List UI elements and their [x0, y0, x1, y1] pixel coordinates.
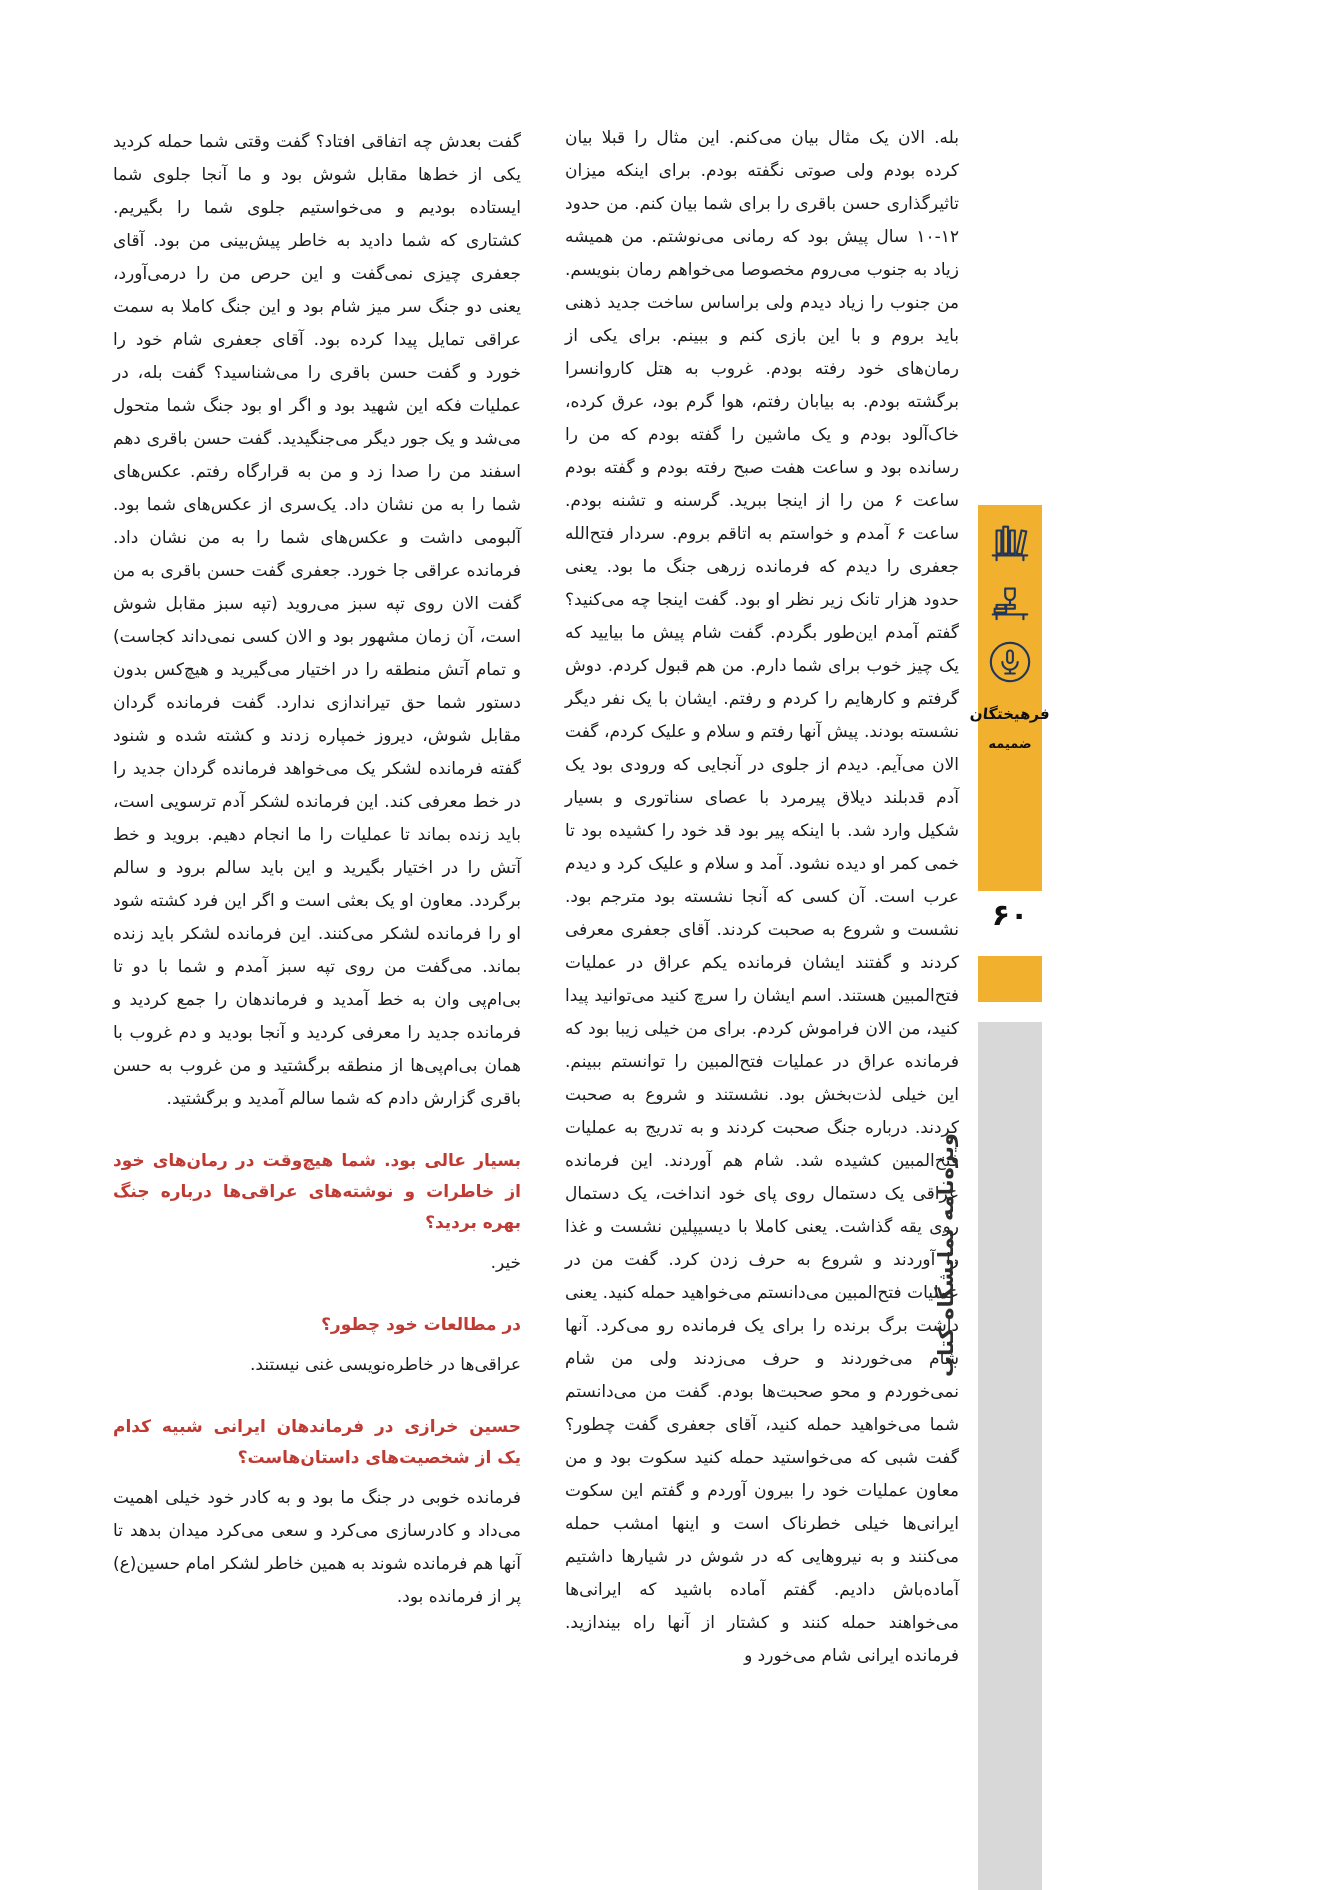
brand-logo: فرهیختگان [969, 705, 1051, 723]
body-paragraph: گفت بعدش چه اتفاقی افتاد؟ گفت وقتی شما حمله کردید یکی از خط‌ها مقابل شوش بود و ما آنجا جلوی شما ایستاده بودیم و می‌خواستیم جلوی شما را بگیریم. کشتاری که شما دادید به خاطر پیش‌بینی من بود. آقای جعفری چیزی نمی‌گفت و این حرص من را درمی‌آورد، یعنی دو جنگ سر میز شام بود و این جنگ کاملا به سمت عراقی تمایل پیدا کرده بود. آقای جعفری شام خود را خورد و گفت حسن باقری را می‌شناسید؟ گفت بله، در عملیات فکه این شهید بود و اگر او بود جنگ شما متحول می‌شد و یک جور دیگر می‌جنگیدید. گفت حسن باقری دهم اسفند من را صدا زد و من به قرارگاه رفتم. عکس‌های شما را به من نشان داد. یک‌سری از عکس‌های شما بود. آلبومی داشت و عکس‌های شما را به من نشان داد. فرمانده عراقی جا خورد. جعفری گفت حسن باقری به من گفت الان روی تپه سبز می‌روید (تپه سبز مقابل شوش است، آن زمان مشهور بود و الان کسی نمی‌داند کجاست) و تمام آتش منطقه را در اختیار می‌گیرید و هیچ‌کس بدون دستور شما حق تیراندازی ندارد. گفت فرمانده گردان مقابل شوش، دیروز خمپاره زدند و کشته شده و شنود گفته فرمانده لشکر یک می‌خواهد فرمانده گردان جدید را در خط معرفی کند. این فرمانده لشکر آدم ترسویی است، باید زنده بماند تا عملیات را ما انجام دهیم. بروید و خط آتش را در اختیار بگیرید و این باید سالم برود و سالم برگردد. معاون او یک بعثی است و اگر این فرد کشته شود او را فرمانده لشکر می‌کنند. این فرمانده لشکر باید زنده بماند. می‌گفت من روی تپه سبز آمدم و شما با دو تا بی‌ام‌پی وان به خط آمدید و فرماندهان را جمع کردید و فرمانده جدید را معرفی کردید و آنجا بودید و دم غروب با همان بی‌ام‌پی‌ها از منطقه برگشتید و من غروب به حسن باقری گزارش دادم که شما سالم آمدید و برگشتید. [113, 132, 521, 1109]
brand-sidebar [969, 505, 1051, 891]
award-shelf-icon [987, 579, 1033, 625]
interview-answer: فرمانده خوبی در جنگ ما بود و به کادر خود خیلی اهمیت می‌داد و کادرسازی می‌کرد و سعی می‌کرد میدان بدهد تا آنها هم فرمانده شوند به همین خاطر لشکر امام حسین(ع) پر از فرمانده بود. [113, 1488, 521, 1607]
article-column-left [113, 126, 521, 1620]
interview-answer: عراقی‌ها در خاطره‌نویسی غنی نیستند. [250, 1355, 521, 1375]
brand-sublabel: ضمیمه [988, 737, 1032, 752]
interview-question: حسین خرازی در فرماندهان ایرانی شبیه کدام یک از شخصیت‌های داستان‌هاست؟ [113, 1417, 521, 1468]
accent-tab [978, 956, 1042, 1002]
interview-answer: خیر. [490, 1253, 521, 1273]
page-number: ۶۰ [991, 898, 1029, 933]
interview-question: بسیار عالی بود. شما هیچ‌وقت در رمان‌های خود از خاطرات و نوشته‌های عراقی‌ها درباره جنگ بهره بردید؟ [113, 1151, 521, 1233]
spine-text-wrap [934, 1032, 1042, 1377]
interview-question: در مطالعات خود چطور؟ [321, 1315, 521, 1335]
edition-title-vertical: ویژه‌نامه نمایشگاه کتاب [934, 1133, 958, 1377]
bookshelf-icon [987, 519, 1033, 565]
article-column-right [565, 122, 959, 1673]
microphone-icon [987, 639, 1033, 685]
body-paragraph: بله. الان یک مثال بیان می‌کنم. این مثال را قبلا بیان کرده بودم ولی صوتی نگفته بودم. برای اینکه میزان تاثیرگذاری حسن باقری را برای شما بیان کنم. من حدود ۱۲-۱۰ سال پیش بود که رمانی می‌نوشتم. من همیشه زیاد به جنوب می‌روم مخصوصا می‌خواهم رمان بنویسم. من جنوب را زیاد دیدم ولی براساس ساخت جدید ذهنی باید بروم و با این بازی کنم و ببینم. برای یکی از رمان‌های خود رفته بودم. غروب به هتل کاروانسرا برگشته بودم. به بیابان رفتم، هوا گرم بود، عرق کرده، خاک‌آلود بودم و یک ماشین را گفته بودم که من را رسانده بود و ساعت هفت صبح رفته بودم و گفته بودم ساعت ۶ من را از اینجا ببرید. گرسنه و تشنه بودم. ساعت ۶ آمدم و خواستم به اتاقم بروم. سردار فتح‌الله جعفری را دیدم که فرمانده زرهی جنگ ما بود. یعنی حدود هزار تانک زیر نظر او بود. گفت اینجا چه می‌کنید؟ گفتم آمدم این‌طور بگردم. گفت شام پیش ما بیایید که یک چیز خوب برای شما دارم. من هم قبول کردم. دوش گرفتم و کارهایم را کردم و رفتم. ایشان با یک نفر دیگر نشسته بودند. پیش آنها رفتم و سلام و علیک کردم، گفت الان می‌آیم. دیدم از جلوی در آنجایی که ورودی بود یک آدم قدبلند دیلاق پیرمرد با عصای سناتوری و بسیار شکیل وارد شد. با اینکه پیر بود قد خود را کشیده بود تا خمی کمر او دیده نشود. آمد و سلام و علیک کرد و دیدم عرب است. آن کسی که آنجا نشسته بود مترجم بود. نشست و شروع به صحبت کردند. آقای جعفری معرفی کردند و گفتند ایشان فرمانده یکم عراق در عملیات فتح‌المبین هستند. اسم ایشان را سرچ کنید می‌توانید پیدا کنید، من الان فراموش کردم. برای من خیلی زیبا بود که فرمانده عراق در عملیات فتح‌المبین را توانستم ببینم. این خیلی لذت‌بخش بود. نشستند و شروع به صحبت کردند. درباره جنگ صحبت کردند و به تدریج به عملیات فتح‌المبین کشیده شد. شام هم آوردند. این فرمانده عراقی یک دستمال روی پای خود انداخت، یک دستمال روی یقه گذاشت. یعنی کاملا با دیسیپلین نشست و غذا را آوردند و شروع به حرف زدن کرد. گفت من در عملیات فتح‌المبین می‌دانستم می‌خواهید حمله کنید. یعنی داشت برگ برنده را برای یک فرمانده رو می‌کرد. آنها شام می‌خوردند و حرف می‌زدند ولی من شام نمی‌خوردم و محو صحبت‌ها بودم. گفت من می‌دانستم شما می‌خواهید حمله کنید، آقای جعفری گفت چطور؟ گفت شبی که می‌خواستید حمله کنید سکوت بود و من معاون عملیات خود را بیرون آوردم و گفتم این سکوت ایرانی‌ها خیلی خطرناک است و اینها امشب حمله می‌کنند و به نیروهایی که در شوش در شیارها داشتیم آماده‌باش دادیم. گفتم آماده باشید که ایرانی‌ها می‌خواهند حمله کنند و کشتار از آنها راه بیندازید. فرمانده ایرانی شام می‌خورد و [565, 128, 960, 1666]
